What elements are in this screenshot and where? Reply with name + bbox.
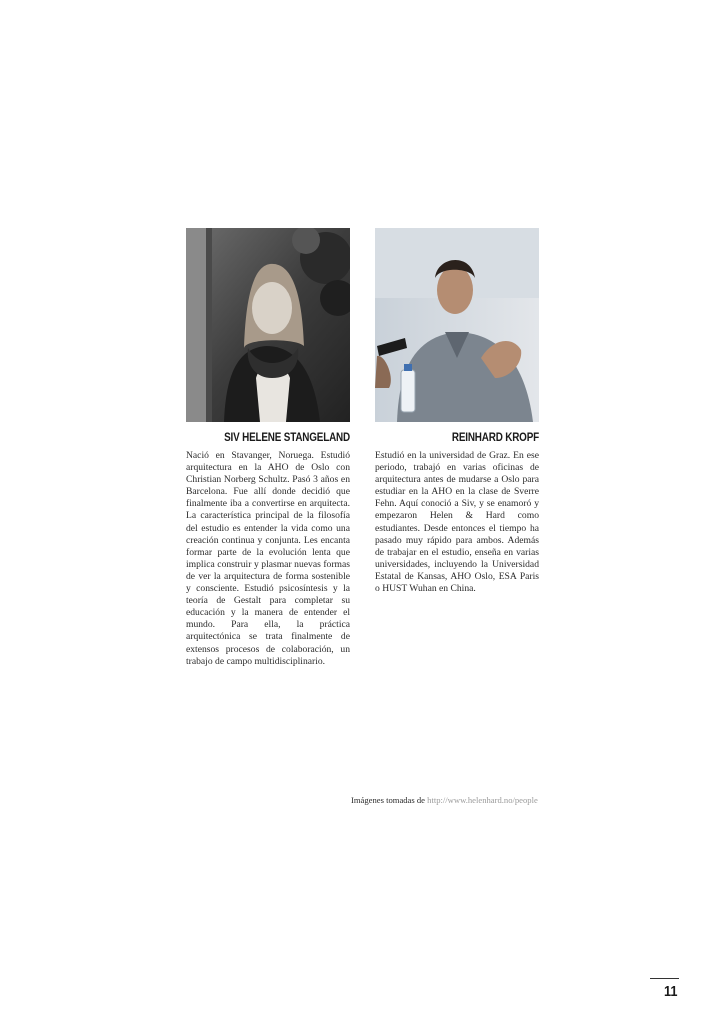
profile-bio: Nació en Stavanger, Noruega. Estudió arquitectura en la AHO de Oslo con Christian Norberg Schultz. Pasó 3 años en Barcelona. Fue allí donde decidió que finalmente iba a convertirse en arquitecta. La característica principal de la filosofía del estudio es entender la vida como una creación continua y conjunta. Les encanta formar parte de la evolución lenta que implica construir y plasmar nuevas formas de ver la arquitectura de forma sostenible y consciente. Estudió psicosíntesis y la teoría de Gestalt para completar su educación y la manera de entender el mundo. Para ella, la práctica arquitectónica se trata finalmente de extensos procesos de colaboración, un trabajo de campo multidisciplinario. [186, 450, 350, 667]
portrait-photo-reinhard [375, 228, 539, 422]
page-number: 11 [664, 983, 678, 1000]
portrait-man-image [375, 228, 539, 422]
profile-reinhard-kropf [375, 228, 539, 595]
portrait-photo-siv [186, 228, 350, 422]
image-credit-prefix: Imágenes tomadas de [351, 795, 425, 805]
image-credit [351, 795, 538, 805]
profile-bio: Estudió en la universidad de Graz. En ese periodo, trabajó en varias oficinas de arquitectura antes de mudarse a Oslo para estudiar en la AHO en la clase de Sverre Fehn. Aquí conoció a Siv, y se enamoró y empezaron Helen & Hard como estudiantes. Desde entonces el tiempo ha pasado muy rápido para ambos. Además de trabajar en el estudio, enseña en varias universidades, incluyendo la Universidad Estatal de Kansas, AHO Oslo, ESA Paris o HUST Wuhan en China. [375, 450, 539, 595]
profile-siv-helene-stangeland [186, 228, 350, 668]
page-number-rule [650, 978, 679, 979]
portrait-woman-image [186, 228, 350, 422]
profile-name: SIV HELENE STANGELAND [224, 432, 350, 444]
profile-name: REINHARD KROPF [451, 432, 539, 444]
image-credit-link[interactable]: http://www.helenhard.no/people [427, 795, 538, 805]
